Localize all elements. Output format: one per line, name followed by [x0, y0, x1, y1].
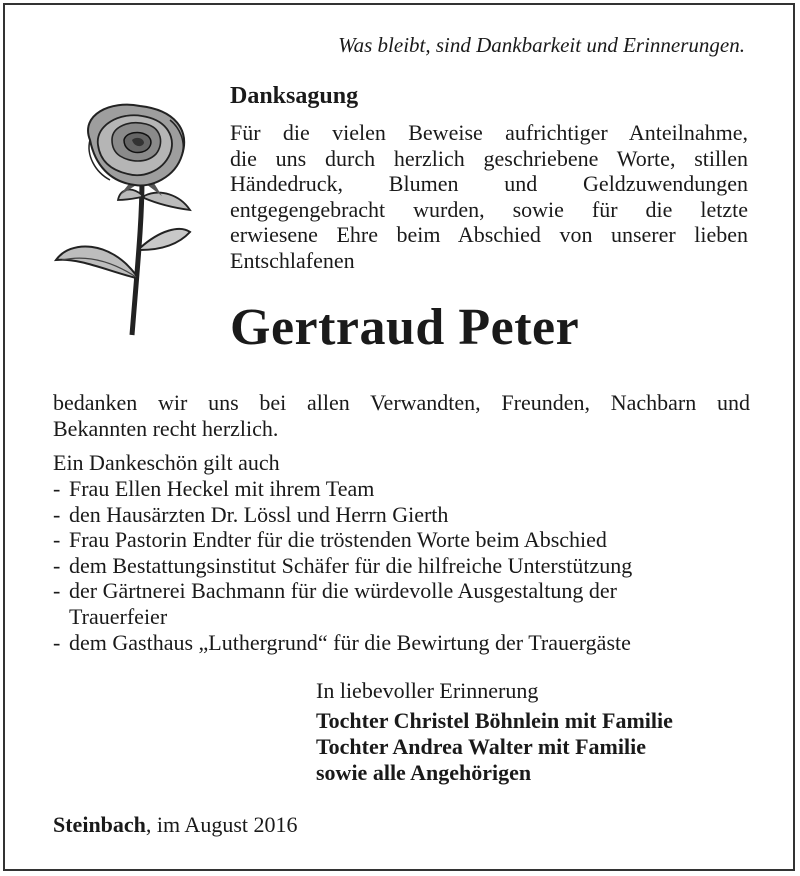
dank-intro: Ein Dankeschön gilt auch [53, 450, 280, 475]
recipient-text: dem Bestattungsinstitut Schäfer für die hilfreiche Unterstützung [69, 552, 633, 578]
recipient-text: der Gärtnerei Bachmann für die würdevolle Ausgestaltung der Trauerfeier [69, 578, 617, 629]
dash-bullet: - [53, 578, 61, 604]
date-text: , im August 2016 [145, 812, 298, 837]
intro-line: entgegengebracht wurden, sowie für die letzte [230, 196, 748, 222]
dash-bullet: - [53, 476, 61, 501]
heading: Danksagung [230, 83, 359, 109]
intro-paragraph [230, 120, 748, 273]
family-line: Tochter Andrea Walter mit Familie [316, 734, 646, 759]
family-line: sowie alle Angehörigen [316, 760, 532, 785]
thanks-line: Bekannten recht herzlich. [53, 415, 279, 441]
recipient-text: Frau Ellen Heckel mit ihrem Team [69, 476, 375, 501]
deceased-name: Gertraud Peter [230, 299, 580, 356]
place-date [53, 812, 298, 838]
recipient-text: dem Gasthaus „Luthergrund“ für die Bewirtung der Trauergäste [69, 629, 631, 655]
intro-line: Für die vielen Beweise aufrichtiger Anteilnahme, [230, 120, 748, 145]
family-line: Tochter Christel Böhnlein mit Familie [316, 708, 673, 733]
dash-bullet: - [53, 629, 61, 655]
thanks-paragraph [53, 390, 750, 441]
place-name: Steinbach [53, 812, 146, 837]
intro-line: Entschlafenen [230, 247, 355, 273]
list-item [53, 502, 753, 528]
intro-line: Händedruck, Blumen und Geldzuwendungen [230, 171, 748, 196]
list-item [53, 630, 753, 656]
recipient-list [53, 476, 753, 655]
intro-line: die uns durch herzlich geschriebene Worte, stillen [230, 145, 748, 171]
dash-bullet: - [53, 501, 61, 527]
thanks-line: bedanken wir uns bei allen Verwandten, Freunden, Nachbarn und [53, 390, 750, 415]
dash-bullet: - [53, 527, 61, 553]
closing-text: In liebevoller Erinnerung [316, 678, 539, 703]
list-item [53, 476, 753, 502]
intro-line: erwiesene Ehre beim Abschied von unserer lieben [230, 222, 748, 247]
list-item [53, 527, 753, 553]
family-signature [316, 708, 673, 786]
recipient-text: den Hausärzten Dr. Lössl und Herrn Gierth [69, 501, 449, 527]
list-item [53, 578, 669, 629]
list-item [53, 553, 753, 579]
rose-icon [50, 100, 220, 340]
dash-bullet: - [53, 552, 61, 578]
recipient-text: Frau Pastorin Endter für die tröstenden Worte beim Abschied [69, 527, 607, 553]
motto: Was bleibt, sind Dankbarkeit und Erinnerungen. [338, 33, 745, 57]
